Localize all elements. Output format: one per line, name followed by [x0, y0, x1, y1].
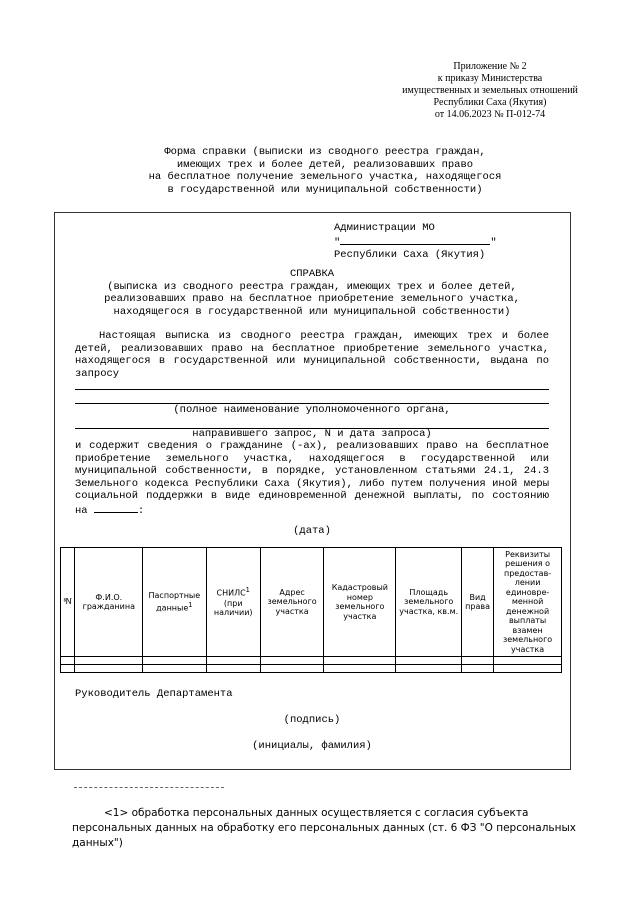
- addressee-line: Республики Саха (Якутия): [334, 249, 486, 261]
- column-header-area: Площадь земельного участка, кв.м.: [396, 548, 462, 657]
- addressee-municipality-field: " ": [334, 236, 497, 249]
- field-note: направившего запрос, N и дата запроса): [192, 428, 432, 440]
- table-header-row: [61, 548, 562, 657]
- footnote-separator: [74, 787, 224, 788]
- addressee-block: [334, 222, 534, 262]
- form-title-line: на бесплатное получение земельного участка, находящегося: [148, 171, 502, 183]
- appendix-line: Республики Саха (Якутия): [433, 97, 547, 108]
- date-blank: [94, 503, 138, 513]
- municipality-blank: [340, 235, 490, 245]
- column-header-name: Ф.И.О. гражданина: [75, 548, 143, 657]
- column-header-cadastral: Кадастровый номер земельного участка: [324, 548, 396, 657]
- appendix-block: [395, 61, 585, 121]
- appendix-line: от 14.06.2023 № П-012-74: [434, 109, 546, 120]
- signer-role: Руководитель Департамента: [75, 688, 233, 700]
- date-caption: (дата): [293, 525, 331, 537]
- column-header-passport: Паспортные данные$^1$: [143, 548, 206, 657]
- details-paragraph: и содержит сведения о гражданине (-ах), реализовавших право на бесплатное приобретение земельного участка, находящегося в государственной или муниципальной собственности, в порядке, установленном статьями 24.1, 24.3 Земельного кодекса Республики Саха (Якутия), либо путем получения иной меры социальной поддержки в виде единовременной денежной выплаты, по состоянию на :: [75, 440, 549, 517]
- column-header-address: Адрес земельного участка: [260, 548, 323, 657]
- field-note: (полное наименование уполномоченного органа,: [173, 404, 451, 416]
- document-subtitle-line: (выписка из сводного реестра граждан, имеющих трех и более детей,: [107, 280, 517, 293]
- signature-caption: (подпись): [283, 714, 341, 726]
- table-row: [61, 665, 562, 673]
- table-row: [61, 657, 562, 665]
- intro-paragraph: Настоящая выписка из сводного реестра граждан, имеющих трех и более детей, реализовавших право на бесплатное приобретение земельного участка, находящегося в государственной или муниципальной собственности, выдана по запросу: [75, 330, 549, 380]
- form-title-line: имеющих трех и более детей, реализовавших право: [176, 158, 474, 171]
- column-header-decision: Реквизиты решения о предостав-лении единовре-менной денежной выплаты взамен земельного участка: [494, 548, 562, 657]
- footnote: <1> обработка персональных данных осуществляется с согласия субъекта персональных данных на обработку его персональных данных (ст. 6 ФЗ "О персональных данных"): [72, 807, 576, 849]
- appendix-line: Приложение № 2: [453, 61, 527, 72]
- document-subtitle-line: реализовавших право на бесплатное приобретение земельного участка,: [104, 293, 520, 305]
- document-subtitle-line: находящегося в государственной или муниципальной собственности): [113, 305, 511, 318]
- addressee-line: Администрации МО: [334, 222, 435, 234]
- column-header-right-type: Вид права: [461, 548, 493, 657]
- form-title: [80, 146, 570, 196]
- appendix-line: к приказу Министерства: [437, 73, 543, 84]
- appendix-line: имущественных и земельных отношений: [402, 85, 578, 96]
- form-title-line: Форма справки (выписки из сводного реестра граждан,: [164, 146, 486, 158]
- document-heading: [75, 268, 549, 318]
- requester-blank-line: [75, 389, 549, 390]
- column-header-number: №: [61, 548, 75, 657]
- name-caption: (инициалы, фамилия): [252, 740, 372, 752]
- document-title: СПРАВКА: [289, 268, 335, 280]
- column-header-snils: СНИЛС$^1$ (при наличии): [206, 548, 260, 657]
- registry-table: [60, 547, 562, 673]
- form-title-line: в государственной или муниципальной собственности): [167, 183, 483, 196]
